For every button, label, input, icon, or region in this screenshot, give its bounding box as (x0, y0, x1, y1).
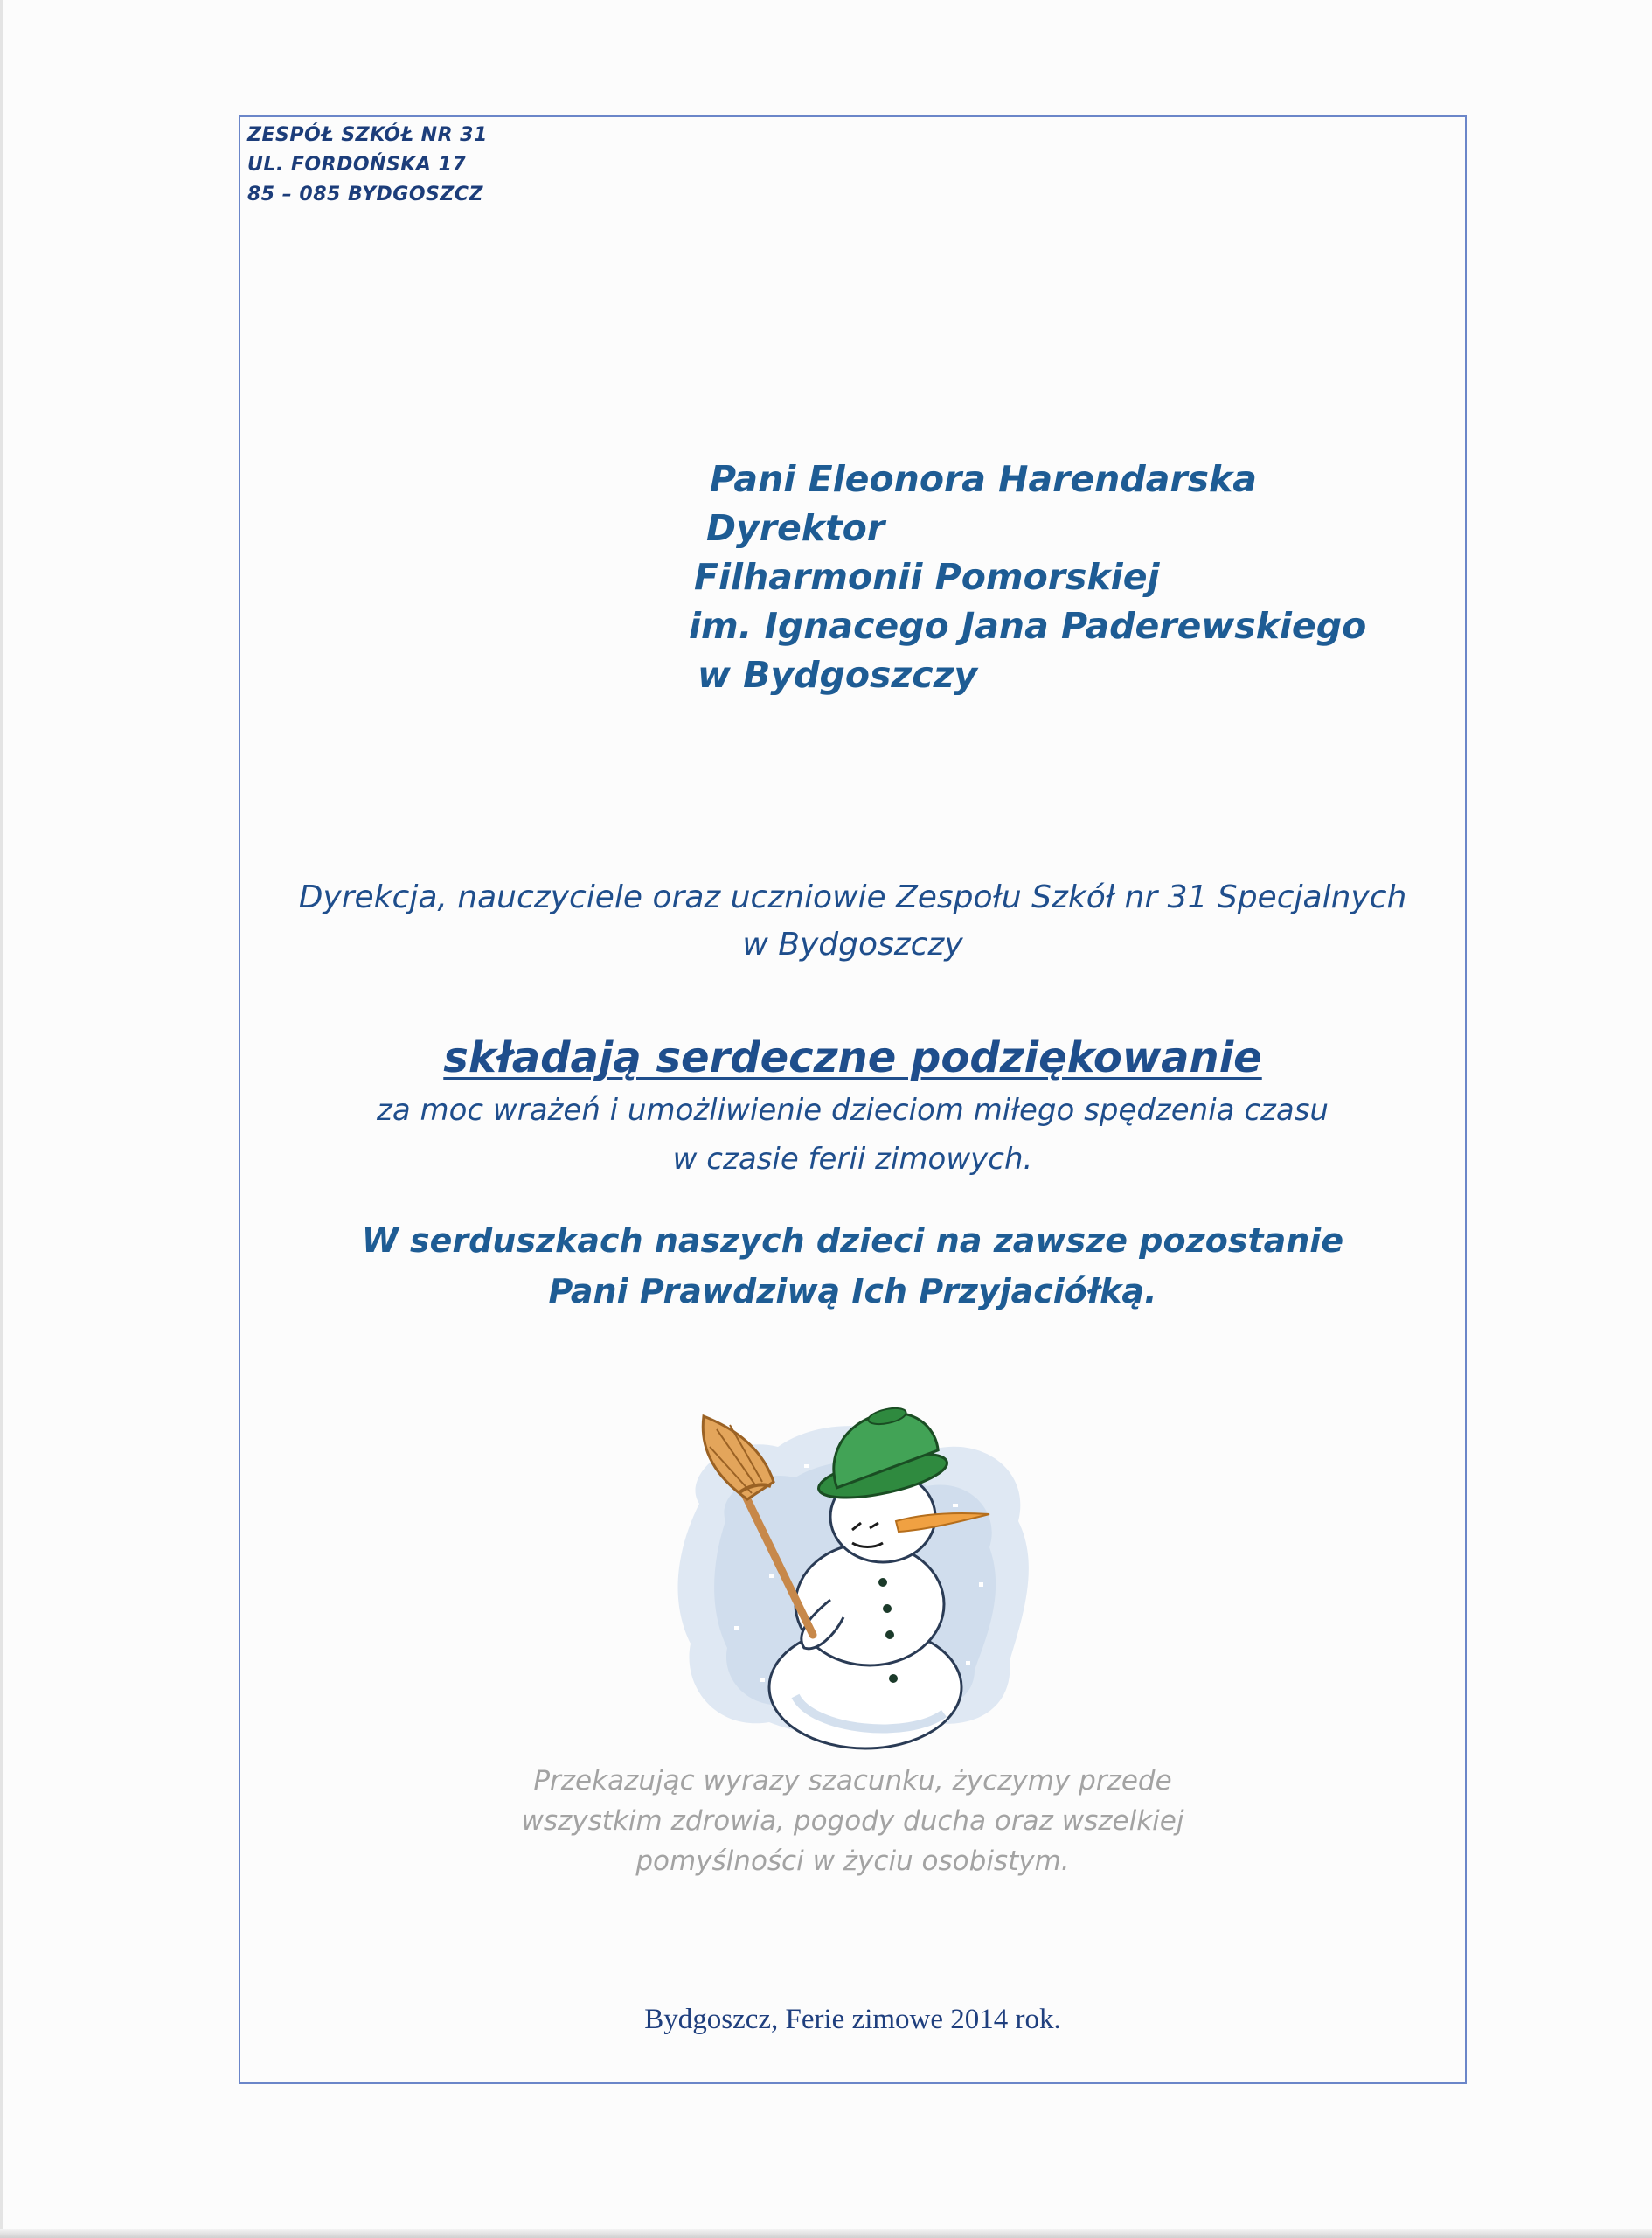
recipient-name: Pani Eleonora Harendarska (710, 458, 1257, 500)
recipient-city: w Bydgoszczy (698, 654, 978, 696)
wishes-line-1: Przekazując wyrazy szacunku, życzymy przede (533, 1765, 1172, 1797)
tribute-paragraph (239, 1215, 1467, 1317)
wishes-line-3: pomyślności w życiu osobistym. (635, 1845, 1070, 1877)
sender-address (247, 121, 488, 210)
recipient-title: Dyrektor (706, 507, 885, 549)
closing-place-date: Bydgoszcz, Ferie zimowe 2014 rok. (644, 2004, 1061, 2035)
intro-line-1: Dyrekcja, nauczyciele oraz uczniowie Zespołu Szkół nr 31 Specjalnych (298, 879, 1407, 915)
sender-postal-city: 85 – 085 BYDGOSZCZ (247, 184, 483, 205)
scan-edge-bottom (0, 2229, 1652, 2238)
intro-paragraph (239, 874, 1467, 969)
sender-school-name: ZESPÓŁ SZKÓŁ NR 31 (247, 124, 488, 146)
scan-edge-left (0, 0, 3, 2238)
snowman-icon (664, 1399, 1049, 1766)
tribute-line-1: W serduszkach naszych dzieci na zawsze pozostanie (361, 1221, 1344, 1260)
recipient-patron: im. Ignacego Jana Paderewskiego (689, 605, 1367, 647)
intro-line-2: w Bydgoszczy (742, 927, 963, 963)
sender-street: UL. FORDOŃSKA 17 (247, 154, 467, 176)
tribute-line-2: Pani Prawdziwą Ich Przyjaciółką. (548, 1272, 1157, 1310)
wishes-line-2: wszystkim zdrowia, pogody ducha oraz wszelkiej (521, 1805, 1184, 1837)
reason-line-2: w czasie ferii zimowych. (672, 1142, 1033, 1177)
reason-paragraph (239, 1086, 1467, 1184)
wishes-paragraph (239, 1761, 1467, 1881)
recipient-block (689, 455, 1366, 699)
reason-line-1: za moc wrażeń i umożliwienie dzieciom miłego spędzenia czasu (377, 1093, 1329, 1128)
thanks-headline: składają serdeczne podziękowanie (443, 1033, 1262, 1082)
recipient-institution: Filharmonii Pomorskiej (694, 556, 1160, 598)
